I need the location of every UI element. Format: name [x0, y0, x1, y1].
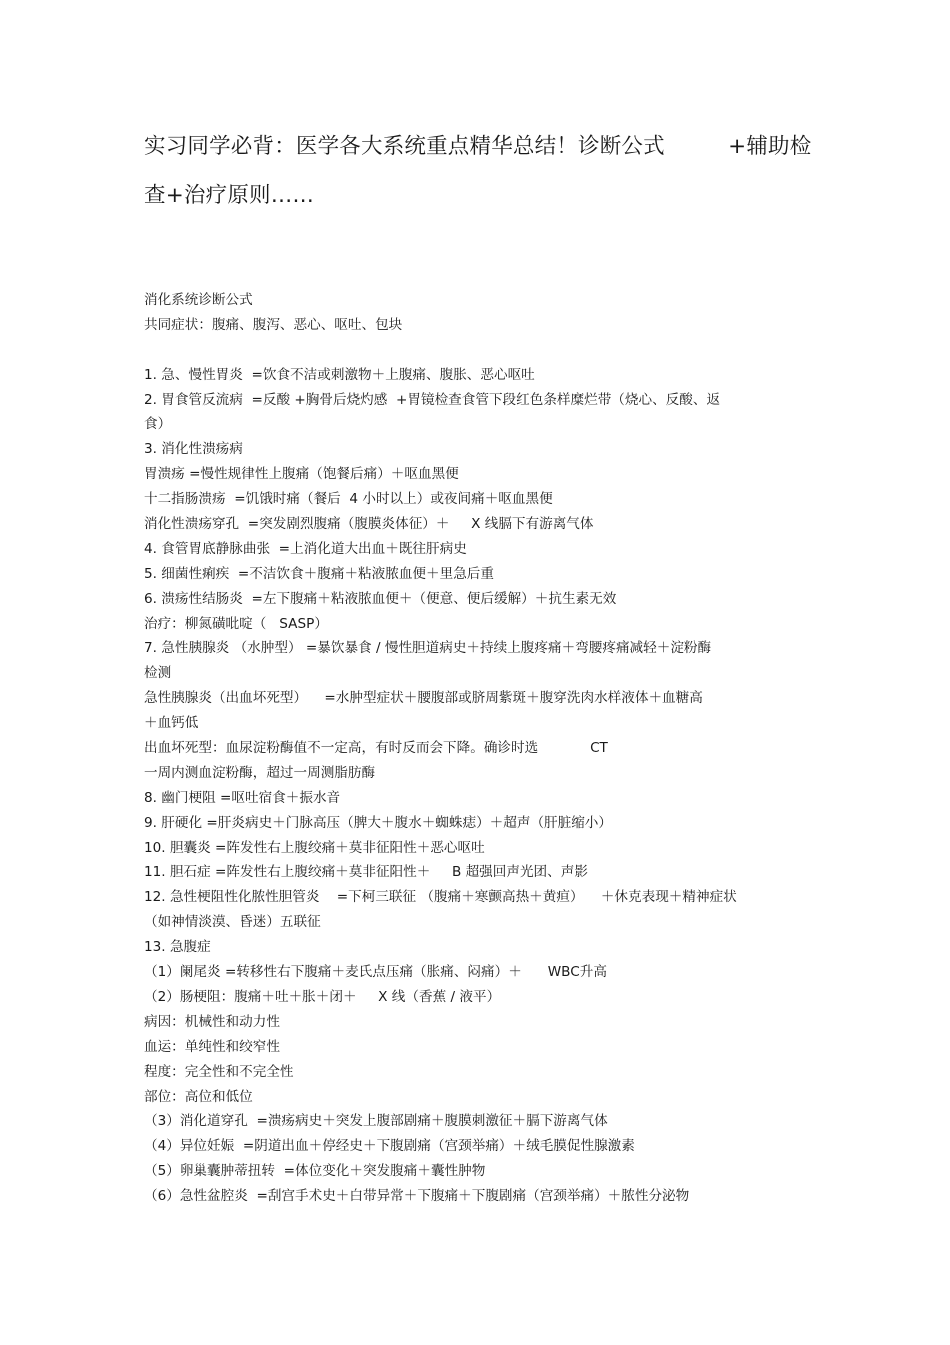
text-line: 病因：机械性和动力性 — [144, 1013, 280, 1030]
text-line: 急性胰腺炎（出血坏死型） =水肿型症状＋腰腹部或脐周紫斑＋腹穿洗肉水样液体＋血糖高 — [144, 690, 703, 707]
text-line: 部位：高位和低位 — [144, 1088, 253, 1105]
text-line: 十二指肠溃疡 =饥饿时痛（餐后 4 小时以上）或夜间痛＋呕血黑便 — [144, 491, 553, 508]
text-line: 共同症状：腹痛、腹泻、恶心、呕吐、包块 — [144, 316, 403, 333]
text-line: 4. 食管胃底静脉曲张 =上消化道大出血＋既往肝病史 — [144, 540, 467, 557]
text-line: 10. 胆囊炎 =阵发性右上腹绞痛＋莫非征阳性＋恶心呕吐 — [144, 839, 485, 856]
text-line: 11. 胆石症 =阵发性右上腹绞痛＋莫非征阳性＋ B 超强回声光团、声影 — [144, 864, 588, 881]
text-line: 血运：单纯性和绞窄性 — [144, 1038, 280, 1055]
text-line: 消化性溃疡穿孔 =突发剧烈腹痛（腹膜炎体征）＋ X 线膈下有游离气体 — [144, 516, 594, 533]
text-line: （3）消化道穿孔 =溃疡病史＋突发上腹部剧痛＋腹膜刺激征＋膈下游离气体 — [144, 1113, 608, 1130]
text-line: 12. 急性梗阻性化脓性胆管炎 =下柯三联征 （腹痛＋寒颤高热＋黄疸） ＋休克表现＋精神症状 — [144, 889, 737, 906]
blank-line — [144, 338, 794, 363]
document-title: 实习同学必背：医学各大系统重点精华总结！诊断公式 +辅助检查+治疗原则…… — [144, 134, 812, 208]
text-line: （如神情淡漠、昏迷）五联征 — [144, 914, 321, 931]
text-line: 2. 胃食管反流病 =反酸 +胸骨后烧灼感 +胃镜检查食管下段红色条样糜烂带（烧心、反酸、返 — [144, 391, 721, 408]
text-line: 程度：完全性和不完全性 — [144, 1063, 294, 1080]
text-line: （4）异位妊娠 =阴道出血＋停经史＋下腹剧痛（宫颈举痛）＋绒毛膜促性腺激素 — [144, 1138, 635, 1155]
text-line: 治疗：柳氮磺吡啶（ SASP） — [144, 615, 328, 632]
text-line: （1）阑尾炎 =转移性右下腹痛＋麦氏点压痛（胀痛、闷痛）＋ WBC升高 — [144, 964, 607, 981]
text-line: 7. 急性胰腺炎 （水肿型） =暴饮暴食 / 慢性胆道病史＋持续上腹疼痛＋弯腰疼痛减轻＋淀粉酶 — [144, 640, 712, 657]
text-line: 13. 急腹症 — [144, 939, 211, 956]
text-line: 8. 幽门梗阻 =呕吐宿食＋振水音 — [144, 789, 341, 806]
text-line: 胃溃疡 =慢性规律性上腹痛（饱餐后痛）＋呕血黑便 — [144, 466, 459, 483]
text-line: 9. 肝硬化 =肝炎病史＋门脉高压（脾大＋腹水＋蜘蛛痣）＋超声（肝脏缩小） — [144, 814, 612, 831]
text-line: 1. 急、慢性胃炎 =饮食不洁或刺激物＋上腹痛、腹胀、恶心呕吐 — [144, 366, 535, 383]
text-line: 6. 溃疡性结肠炎 =左下腹痛＋粘液脓血便＋（便意、便后缓解）＋抗生素无效 — [144, 590, 617, 607]
text-line: 5. 细菌性痢疾 =不洁饮食＋腹痛＋粘液脓血便＋里急后重 — [144, 565, 494, 582]
text-line: 出血坏死型：血尿淀粉酶值不一定高，有时反而会下降。确诊时选 CT — [144, 740, 608, 757]
text-line: ＋血钙低 — [144, 715, 199, 732]
text-line: 检测 — [144, 665, 172, 682]
text-line: （6）急性盆腔炎 =刮宫手术史＋白带异常＋下腹痛＋下腹剧痛（宫颈举痛）＋脓性分泌物 — [144, 1188, 690, 1205]
text-line: 消化系统诊断公式 — [144, 292, 253, 308]
text-line: （2）肠梗阻：腹痛＋吐＋胀＋闭＋ X 线（香蕉 / 液平） — [144, 988, 501, 1005]
text-line: 食） — [144, 416, 172, 433]
document-body — [144, 288, 794, 1209]
text-line: 一周内测血淀粉酶，超过一周测脂肪酶 — [144, 764, 376, 781]
text-line: 3. 消化性溃疡病 — [144, 441, 243, 458]
text-line: （5）卵巢囊肿蒂扭转 =体位变化＋突发腹痛＋囊性肿物 — [144, 1163, 486, 1180]
